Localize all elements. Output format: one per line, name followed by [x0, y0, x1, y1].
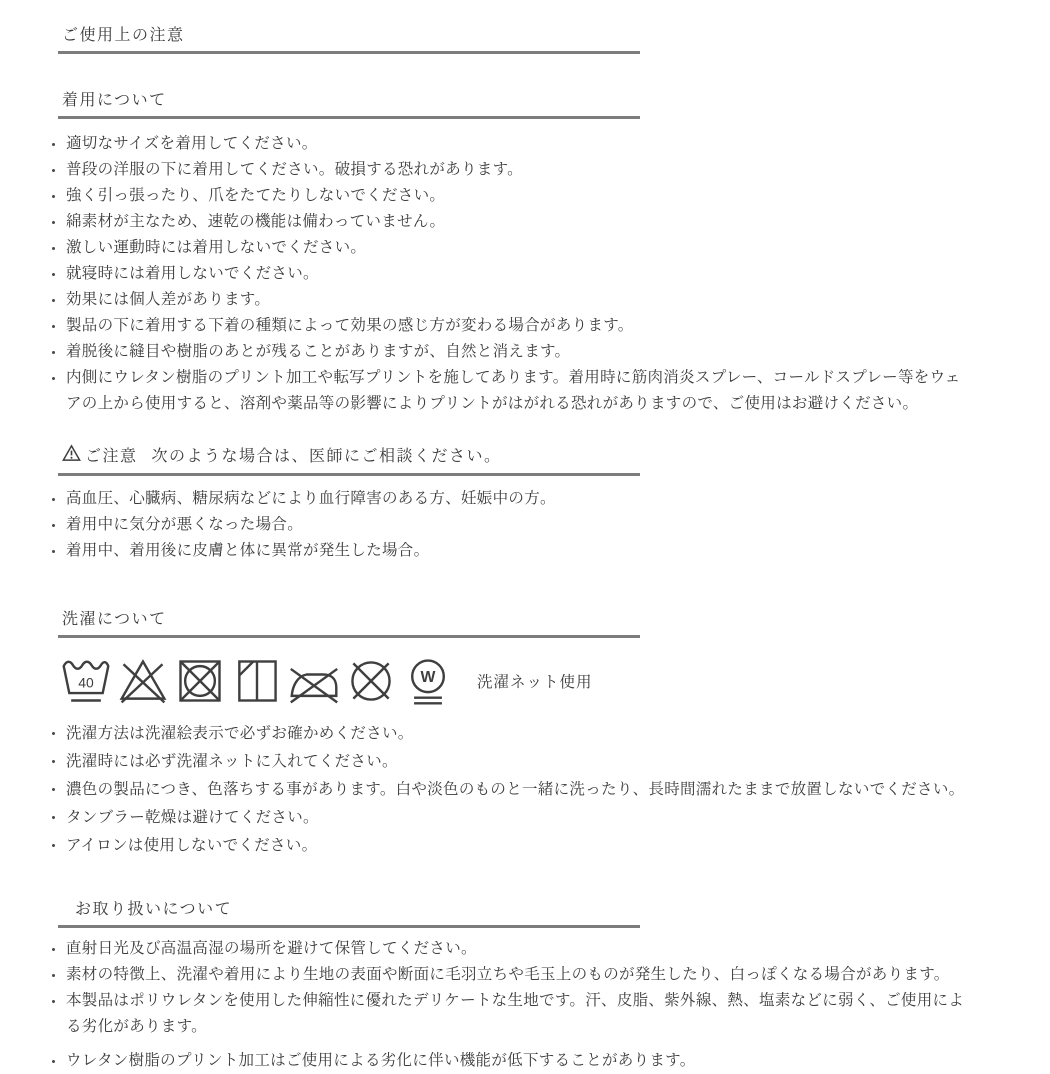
laundry-net-note: 洗濯ネット使用 [477, 674, 593, 691]
machine-wash-40-gentle-icon [60, 653, 112, 709]
caution-heading-label: ご注意 [85, 448, 138, 465]
list-item: 洗濯方法は洗濯絵表示で必ずお確かめください。 [50, 720, 971, 748]
wet-clean-very-gentle-icon [402, 653, 454, 709]
list-item: 激しい運動時には着用しないでください。 [50, 235, 971, 261]
list-item: 濃色の製品につき、色落ちする事があります。白や淡色のものと一緒に洗ったり、長時間濡れたままで放置しないでください。 [50, 776, 971, 804]
list-item: 素材の特徴上、洗濯や着用により生地の表面や断面に毛羽立ちや毛玉上のものが発生したり、白っぽくなる場合があります。 [50, 962, 971, 988]
list-item: 効果には個人差があります。 [50, 287, 971, 313]
svg-text:W: W [420, 668, 436, 686]
do-not-dry-clean-icon [345, 653, 397, 709]
laundry-care-symbols [60, 650, 1020, 712]
list-item: アイロンは使用しないでください。 [50, 832, 971, 860]
do-not-iron-icon [288, 653, 340, 709]
list-item: 着用中に気分が悪くなった場合。 [50, 512, 971, 538]
list-item: 普段の洋服の下に着用してください。破損する恐れがあります。 [50, 157, 971, 183]
list-item: 高血圧、心臓病、糖尿病などにより血行障害のある方、妊娠中の方。 [50, 486, 971, 512]
do-not-bleach-icon [117, 653, 169, 709]
list-item: ウレタン樹脂のプリント加工はご使用による劣化に伴い機能が低下することがあります。 [50, 1048, 971, 1074]
list-item: 綿素材が主なため、速乾の機能は備わっていません。 [50, 209, 971, 235]
list-item: 着用中、着用後に皮膚と体に異常が発生した場合。 [50, 538, 971, 564]
do-not-tumble-dry-icon [174, 653, 226, 709]
caution-heading-text: 次のような場合は、医師にご相談ください。 [151, 448, 502, 465]
caution-notes-list [48, 486, 1020, 564]
list-item: 製品の下に着用する下着の種類によって効果の感じ方が変わる場合があります。 [50, 313, 971, 339]
list-item: 着脱後に縫目や樹脂のあとが残ることがありますが、自然と消えます。 [50, 339, 971, 365]
list-item: 本製品はポリウレタンを使用した伸縮性に優れたデリケートな生地です。汗、皮脂、紫外線、熱、塩素などに弱く、ご使用による劣化があります。 [50, 988, 971, 1040]
list-item: タンブラー乾燥は避けてください。 [50, 804, 971, 832]
warning-triangle-icon [62, 444, 81, 467]
line-dry-in-shade-icon [231, 653, 283, 709]
list-item: 適切なサイズを着用してください。 [50, 131, 971, 157]
washing-section-heading: 洗濯について [58, 606, 640, 638]
list-item: 就寝時には着用しないでください。 [50, 261, 971, 287]
svg-text:40: 40 [78, 674, 94, 691]
page-title: ご使用上の注意 [58, 22, 640, 54]
handling-notes-list [48, 936, 1020, 1074]
handling-section-heading: お取り扱いについて [58, 896, 640, 928]
wearing-notes-list [48, 131, 1020, 417]
caution-section-heading [58, 443, 640, 476]
list-item: 洗濯時には必ず洗濯ネットに入れてください。 [50, 748, 971, 776]
wearing-section-heading: 着用について [58, 87, 640, 119]
washing-notes-list [48, 720, 1020, 860]
list-item: 直射日光及び高温高湿の場所を避けて保管してください。 [50, 936, 971, 962]
list-item: 内側にウレタン樹脂のプリント加工や転写プリントを施してあります。着用時に筋肉消炎スプレー、コールドスプレー等をウェアの上から使用すると、溶剤や薬品等の影響によりプリントがはがれる恐れがありますので、ご使用はお避けください。 [50, 365, 971, 417]
caution-heading-row [62, 443, 502, 466]
list-item: 強く引っ張ったり、爪をたてたりしないでください。 [50, 183, 971, 209]
